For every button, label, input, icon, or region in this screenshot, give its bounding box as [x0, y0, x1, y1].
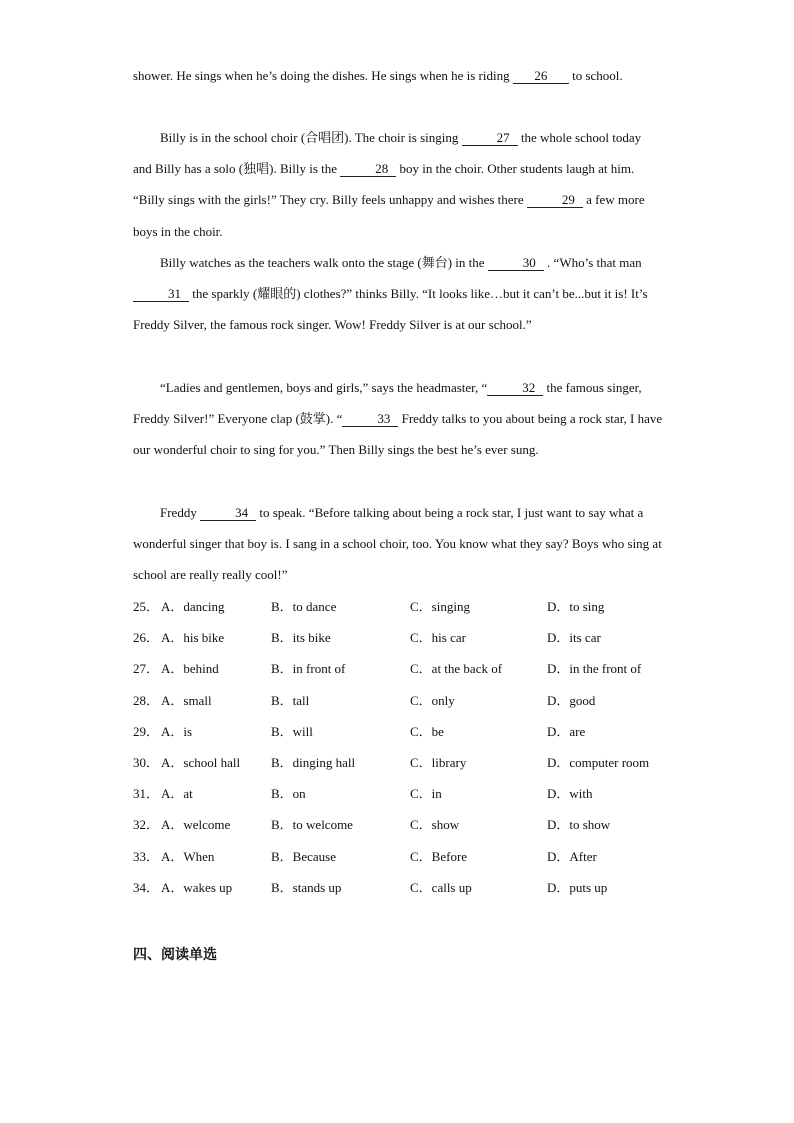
passage-text: “Ladies and gentlemen, boys and girls,” says the headmaster, “: [160, 380, 488, 395]
passage-text: boy in the choir. Other students laugh at him. “Billy sings with the girls!” They cry. Billy feels unhappy and wishes there: [133, 161, 635, 208]
option-a: A．at: [161, 786, 193, 802]
question-number: 34．: [133, 879, 160, 895]
passage-text: Freddy talks to you about being a rock star, I have our wonderful choir to sing for you.” Then Billy sings the best he’s ever sung.: [133, 411, 663, 458]
passage-text: the famous singer, Freddy Silver!” Everyone clap (鼓掌). “: [133, 380, 642, 427]
option-d: D．computer room: [547, 754, 650, 770]
passage-text: the whole school today and Billy has a solo (独唱). Billy is the: [133, 130, 642, 177]
option-a: A．behind: [161, 661, 219, 677]
question-row-34: [133, 872, 673, 903]
blank-33: 33: [342, 412, 398, 427]
option-c: C．only: [410, 692, 455, 708]
blank-29: 29: [527, 193, 583, 208]
passage-text: to school.: [568, 68, 623, 83]
blank-34: 34: [200, 506, 256, 521]
question-number: 28．: [133, 692, 160, 708]
option-b: B．on: [271, 786, 306, 802]
option-c: C．calls up: [410, 879, 472, 895]
option-a: A．small: [161, 692, 212, 708]
question-row-32: [133, 809, 673, 840]
option-d: D．After: [547, 848, 597, 864]
passage-text: a few more boys in the choir.: [133, 192, 645, 239]
passage-paragraph-2: [133, 247, 663, 341]
question-row-30: [133, 747, 673, 778]
question-number: 27．: [133, 661, 160, 677]
blank-27: 27: [462, 131, 518, 146]
option-a: A．his bike: [161, 630, 225, 646]
question-row-25: [133, 591, 673, 622]
option-b: B．to dance: [271, 599, 337, 614]
option-d: D．to sing: [547, 599, 605, 614]
option-c: C．show: [410, 817, 460, 833]
passage-text: to speak. “Before talking about being a rock star, I just want to say what a wonderful singer that boy is. I sang in a school choir, too. You know what they say? Boys who sing at school are really really cool!”: [133, 505, 662, 583]
option-d: D．its car: [547, 630, 601, 646]
passage-text: Billy is in the school choir (合唱团). The choir is singing: [160, 130, 462, 145]
option-c: C．in: [410, 786, 442, 802]
option-c: C．Before: [410, 848, 468, 864]
blank-26: 26: [513, 69, 569, 84]
option-d: D．puts up: [547, 879, 608, 895]
passage-paragraph-1: [133, 122, 663, 247]
option-d: D．good: [547, 692, 596, 708]
question-row-29: [133, 716, 673, 747]
option-a: A．is: [161, 723, 193, 739]
question-number: 32．: [133, 817, 160, 833]
question-number: 30．: [133, 754, 160, 770]
question-row-31: [133, 778, 673, 809]
passage-text: . “Who’s that man: [543, 255, 642, 270]
passage-text: the sparkly (耀眼的) clothes?” thinks Billy. “It looks like…but it can’t be...but it is! It’s Freddy Silver, the famous rock singer. Wow! Freddy Silver is at our school.”: [133, 286, 648, 333]
option-d: D．in the front of: [547, 661, 642, 677]
question-row-33: [133, 841, 673, 872]
question-number: 31．: [133, 786, 160, 802]
option-c: C．library: [410, 754, 467, 770]
passage-text: Billy watches as the teachers walk onto the stage (舞台) in the: [160, 255, 488, 270]
option-b: B．stands up: [271, 879, 342, 895]
section-title: 四、阅读单选: [133, 947, 217, 963]
passage-text: shower. He sings when he’s doing the dishes. He sings when he is riding: [133, 68, 513, 83]
option-d: D．are: [547, 723, 586, 739]
option-c: C．be: [410, 723, 444, 739]
passage-paragraph-0: [133, 60, 663, 91]
blank-28: 28: [340, 162, 396, 177]
option-b: B．in front of: [271, 661, 346, 677]
option-b: B．dinging hall: [271, 754, 356, 770]
option-a: A．dancing: [161, 599, 225, 614]
options-list: [133, 591, 673, 903]
option-d: D．to show: [547, 817, 611, 833]
option-c: C．his car: [410, 630, 466, 646]
question-row-27: [133, 653, 673, 684]
option-b: B．its bike: [271, 630, 331, 646]
option-a: A．When: [161, 848, 215, 864]
option-c: C．singing: [410, 599, 470, 614]
passage-paragraph-3: [133, 372, 663, 466]
question-number: 26．: [133, 630, 160, 646]
option-c: C．at the back of: [410, 661, 503, 677]
blank-32: 32: [487, 381, 543, 396]
passage-text: Freddy: [160, 505, 201, 520]
option-b: B．tall: [271, 692, 310, 708]
option-a: A．welcome: [161, 817, 231, 833]
question-number: 33．: [133, 848, 160, 864]
option-d: D．with: [547, 786, 593, 802]
question-number: 29．: [133, 723, 160, 739]
option-b: B．will: [271, 723, 313, 739]
blank-30: 30: [488, 256, 544, 271]
question-number: 25．: [133, 599, 160, 614]
option-b: B．Because: [271, 848, 336, 864]
option-b: B．to welcome: [271, 817, 353, 833]
passage-paragraph-4: [133, 497, 663, 591]
option-a: A．wakes up: [161, 879, 233, 895]
option-a: A．school hall: [161, 754, 241, 770]
question-row-28: [133, 685, 673, 716]
question-row-26: [133, 622, 673, 653]
blank-31: 31: [133, 287, 189, 302]
